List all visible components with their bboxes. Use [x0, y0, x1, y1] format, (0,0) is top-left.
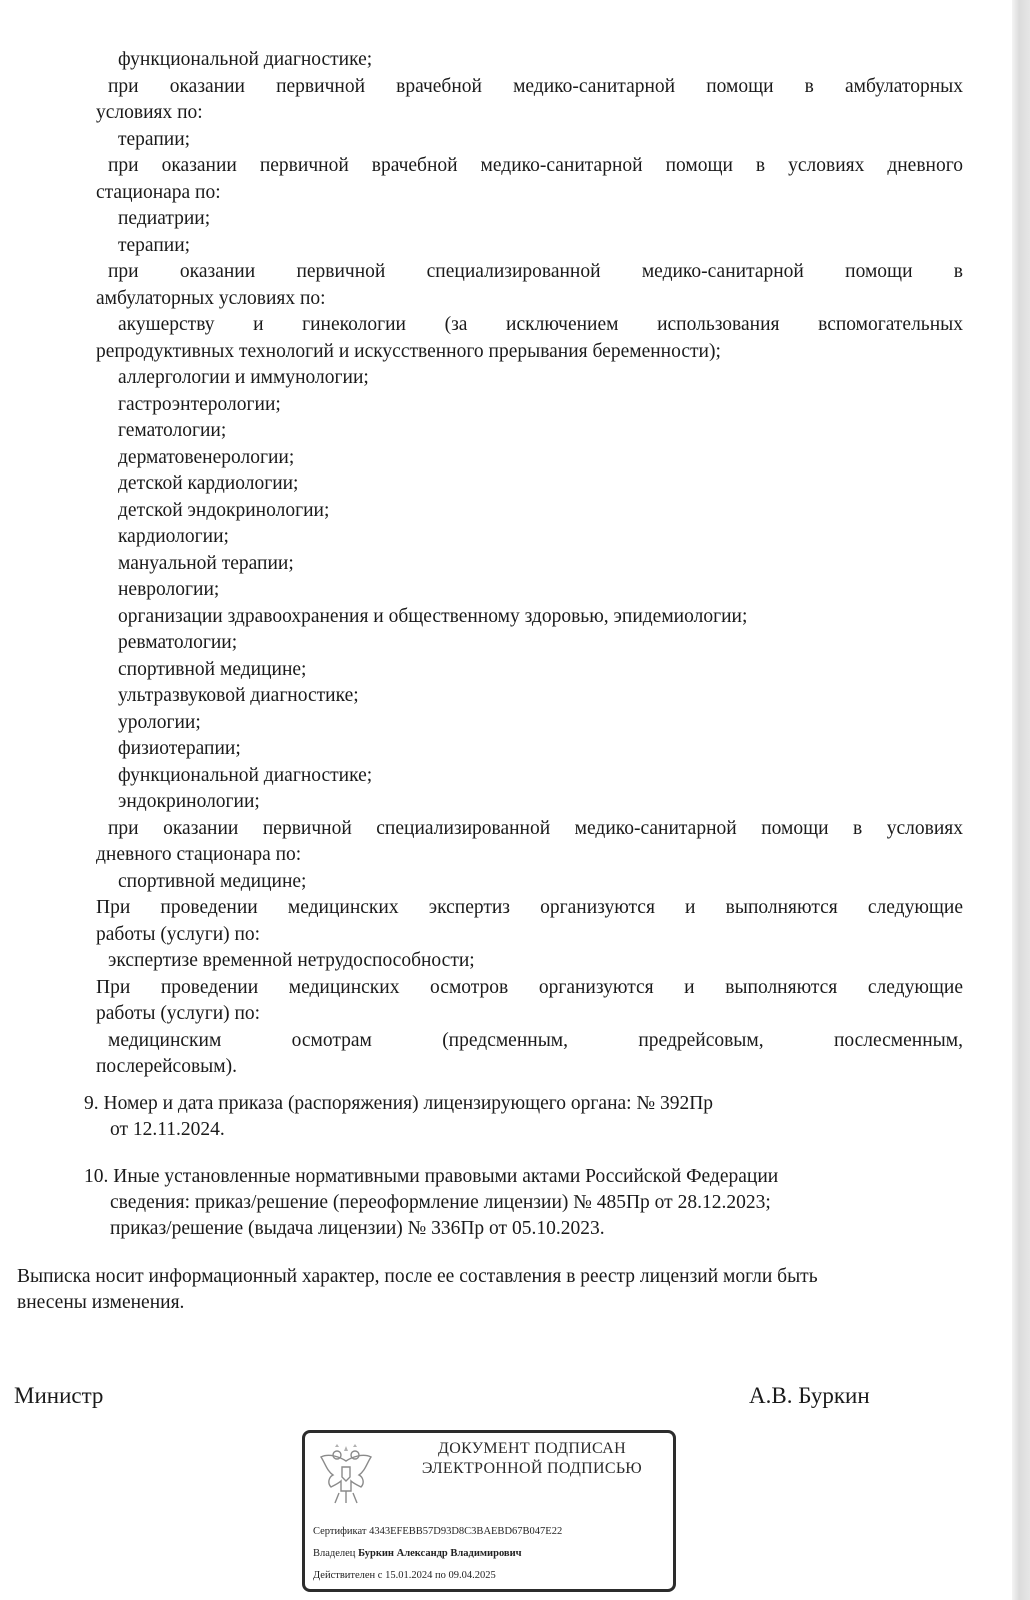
- text-line: эндокринологии;: [118, 791, 260, 812]
- page-edge: [1012, 0, 1030, 1600]
- text-line: амбулаторных условиях по:: [96, 287, 326, 309]
- text-line: репродуктивных технологий и искусственного прерывания беременности);: [96, 340, 721, 362]
- notice-line-2: внесены изменения.: [17, 1292, 185, 1313]
- item-9-line-2: от 12.11.2024.: [110, 1119, 225, 1140]
- text-line: послерейсовым).: [96, 1056, 237, 1077]
- text-line: организации здравоохранения и общественному здоровью, эпидемиологии;: [118, 605, 748, 627]
- stamp-cert-label: Сертификат: [313, 1526, 367, 1537]
- item-10-line-2: сведения: приказ/решение (переоформление лицензии) № 485Пр от 28.12.2023;: [110, 1192, 771, 1213]
- text-line: функциональной диагностике;: [118, 49, 373, 70]
- text-line: при оказании первичной специализированной медико-санитарной помощи в условиях: [108, 817, 963, 839]
- text-line: дневного стационара по:: [96, 844, 302, 865]
- stamp-certificate: [313, 1525, 562, 1539]
- text-line: при оказании первичной врачебной медико-санитарной помощи в амбулаторных: [108, 75, 963, 97]
- stamp-title-line-1: ДОКУМЕНТ ПОДПИСАН: [438, 1440, 626, 1457]
- text-line: При проведении медицинских осмотров организуются и выполняются следующие: [96, 976, 963, 998]
- text-line: акушерству и гинекологии (за исключением использования вспомогательных: [118, 314, 963, 335]
- text-line: аллергологии и иммунологии;: [118, 367, 369, 388]
- e-signature-stamp: [302, 1430, 676, 1592]
- text-line: детской эндокринологии;: [118, 499, 330, 521]
- text-line: спортивной медицине;: [118, 658, 307, 680]
- text-line: спортивной медицине;: [118, 870, 307, 892]
- text-line: ревматологии;: [118, 632, 238, 653]
- text-line: работы (услуги) по:: [96, 923, 261, 945]
- item-10-line-3: приказ/решение (выдача лицензии) № 336Пр от 05.10.2023.: [110, 1218, 605, 1239]
- text-line: кардиологии;: [118, 526, 229, 547]
- coat-of-arms-icon: [315, 1443, 377, 1507]
- text-line: неврологии;: [118, 579, 220, 600]
- notice-line-1: Выписка носит информационный характер, после ее составления в реестр лицензий могли быть: [17, 1266, 818, 1287]
- text-line: терапии;: [118, 234, 191, 256]
- text-line: работы (услуги) по:: [96, 1003, 261, 1024]
- text-line: терапии;: [118, 128, 191, 150]
- stamp-title-line-2: ЭЛЕКТРОННОЙ ПОДПИСЬЮ: [421, 1460, 643, 1477]
- stamp-owner-value: Буркин Александр Владимирович: [358, 1548, 522, 1559]
- text-line: гематологии;: [118, 420, 227, 441]
- stamp-owner-label: Владелец: [313, 1548, 356, 1559]
- text-line: условиях по:: [96, 102, 203, 123]
- text-line: физиотерапии;: [118, 738, 241, 759]
- text-line: урологии;: [118, 711, 201, 733]
- text-line: экспертизе временной нетрудоспособности;: [108, 950, 475, 971]
- text-line: медицинским осмотрам (предсменным, предрейсовым, послесменным,: [108, 1029, 963, 1051]
- stamp-cert-value: 4343EFEBB57D93D8C3BAEBD67B047E22: [369, 1526, 563, 1537]
- text-line: ультразвуковой диагностике;: [118, 685, 359, 706]
- stamp-owner: [313, 1547, 522, 1561]
- text-line: педиатрии;: [118, 208, 211, 229]
- item-10-line-1: 10. Иные установленные нормативными правовыми актами Российской Федерации: [84, 1166, 779, 1187]
- text-line: мануальной терапии;: [118, 552, 294, 574]
- text-line: дерматовенерологии;: [118, 446, 295, 468]
- text-line: гастроэнтерологии;: [118, 393, 281, 415]
- text-line: детской кардиологии;: [118, 473, 299, 494]
- stamp-validity: Действителен с 15.01.2024 по 09.04.2025: [313, 1570, 496, 1581]
- text-line: стационара по:: [96, 181, 221, 203]
- item-9-line-1: 9. Номер и дата приказа (распоряжения) лицензирующего органа: № 392Пр: [84, 1093, 714, 1114]
- text-line: При проведении медицинских экспертиз организуются и выполняются следующие: [96, 897, 963, 918]
- text-line: функциональной диагностике;: [118, 764, 373, 786]
- text-line: при оказании первичной врачебной медико-санитарной помощи в условиях дневного: [108, 155, 963, 176]
- text-line: при оказании первичной специализированной медико-санитарной помощи в: [108, 261, 963, 282]
- signer-name: А.В. Буркин: [749, 1383, 870, 1408]
- signer-position: Министр: [14, 1383, 104, 1408]
